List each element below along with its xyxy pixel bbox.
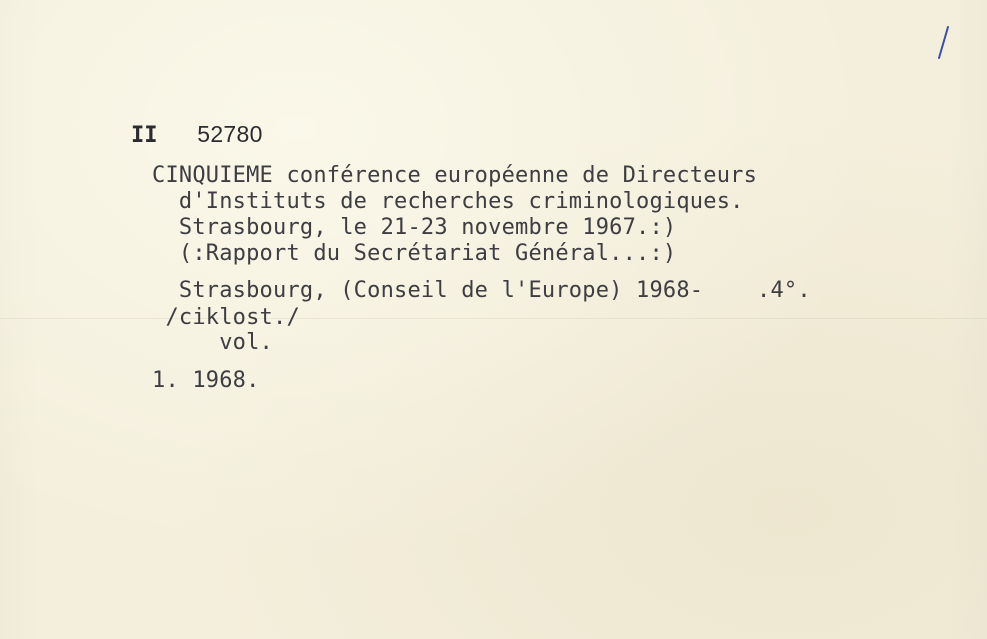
pen-check-mark: [934, 24, 954, 64]
shelfmark-prefix: II: [130, 123, 158, 148]
holdings-line: 1. 1968.: [152, 368, 260, 393]
shelfmark-number: 52780: [197, 121, 263, 147]
format-note-line: /ciklost./: [152, 305, 300, 330]
card-crease: [0, 318, 987, 319]
volume-line: vol.: [152, 330, 274, 355]
shelfmark: [78, 96, 263, 173]
imprint-line: Strasbourg, (Conseil de l'Europe) 1968- .4°.: [152, 278, 811, 303]
title-line-1: CINQUIEME conférence européenne de Directeurs: [152, 163, 758, 188]
title-line-4: (:Rapport du Secrétariat Général...:): [152, 241, 677, 266]
title-line-3: Strasbourg, le 21-23 novembre 1967.:): [152, 215, 677, 240]
title-line-2: d'Instituts de recherches criminologiques.: [152, 189, 744, 214]
